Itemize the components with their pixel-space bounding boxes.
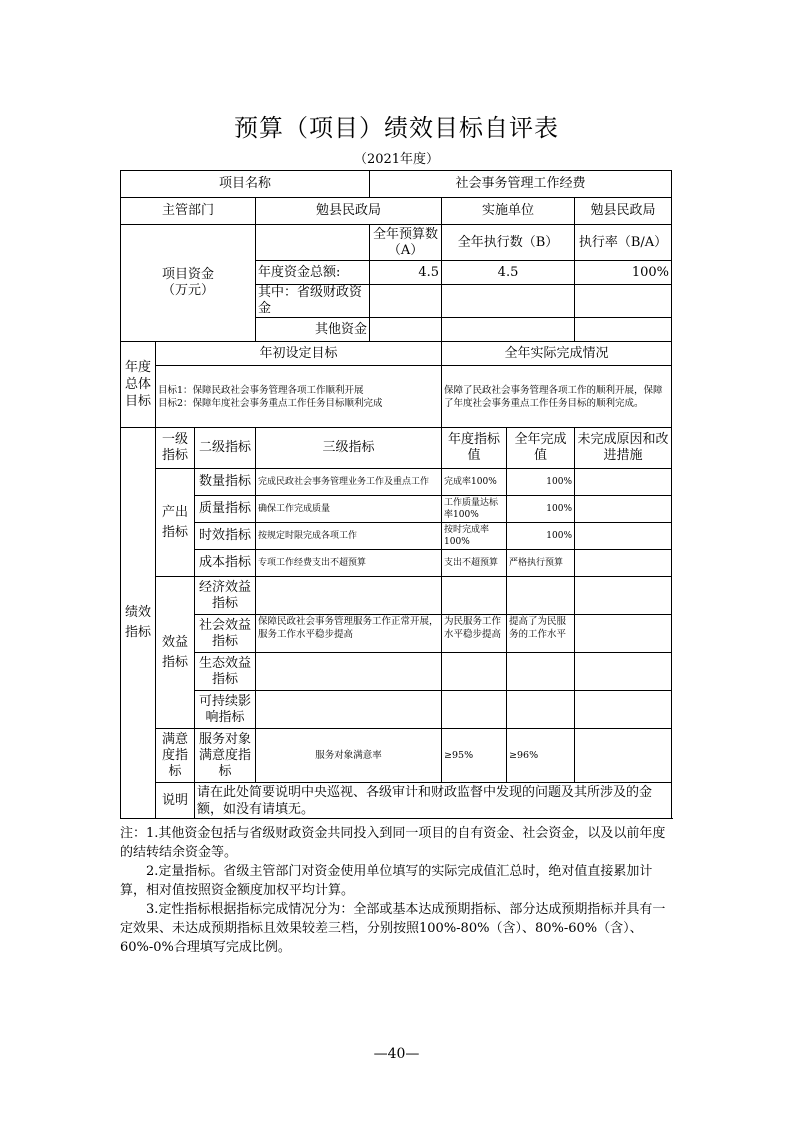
output-name: 时效指标 — [195, 523, 256, 550]
col-rate-header: 执行率（B/A） — [575, 225, 672, 261]
benefit-target: 为民服务工作水平稳步提高 — [442, 615, 507, 653]
col-budget-header: 全年预算数（A） — [370, 225, 442, 261]
satisfaction-name: 服务对象满意度指标 — [195, 729, 256, 783]
output-target: 工作质量达标率100% — [442, 496, 507, 523]
initial-target-text: 目标1：保障民政社会事务管理各项工作顺利开展 目标2：保障年度社会事务重点工作任务目标顺利完成 — [156, 366, 442, 428]
output-reason — [575, 469, 672, 496]
output-indicator-label: 产出指标 — [156, 469, 195, 577]
page-title: 预算（项目）绩效目标自评表 — [234, 114, 559, 142]
output-reason — [575, 550, 672, 577]
benefit-reason — [575, 653, 672, 691]
footnote: 注：1.其他资金包括与省级财政资金共同投入到同一项目的自有资金、社会资金，以及以前年度的结转结余资金等。 — [120, 826, 666, 860]
benefit-indicator-label: 效益指标 — [156, 577, 195, 729]
explain-text: 请在此处简要说明中央巡视、各级审计和财政监督中发现的问题及其所涉及的金额，如没有请填无。 — [195, 783, 672, 819]
col-exec-header: 全年执行数（B） — [442, 225, 575, 261]
perf-indicator-label: 绩效指标 — [121, 428, 156, 819]
department-label: 主管部门 — [121, 198, 256, 225]
output-reason — [575, 496, 672, 523]
benefit-reason — [575, 577, 672, 615]
output-actual: 100% — [507, 469, 575, 496]
benefit-level3: 保障民政社会事务管理服务工作正常开展，服务工作水平稳步提高 — [256, 615, 442, 653]
row-total-label: 年度资金总额: — [256, 261, 370, 285]
benefit-target — [442, 653, 507, 691]
funds-header-blank — [256, 225, 370, 261]
other-rate-value — [575, 318, 672, 342]
satisfaction-target: ≥95% — [442, 729, 507, 783]
total-budget-value: 4.5 — [370, 261, 442, 285]
footnote: 2.定量指标。省级主管部门对资金使用单位填写的实际完成值汇总时，绝对值直接累加计算，相对值按照资金额度加权平均计算。 — [120, 864, 653, 898]
actual-value-header: 全年完成值 — [507, 428, 575, 469]
reason-header: 未完成原因和改进措施 — [575, 428, 672, 469]
total-rate-value: 100% — [575, 261, 672, 285]
project-name-value: 社会事务管理工作经费 — [370, 171, 672, 198]
footnote: 3.定性指标根据指标完成情况分为：全部或基本达成预期指标、部分达成预期指标并具有一定效果、未达成预期指标且效果较差三档，分别按照100%-80%（含）、80%-60%（含）、60%-0%合理填写完成比例。 — [120, 902, 666, 955]
total-exec-value: 4.5 — [442, 261, 575, 285]
benefit-name: 社会效益指标 — [195, 615, 256, 653]
benefit-reason — [575, 691, 672, 729]
output-target: 支出不超预算 — [442, 550, 507, 577]
provincial-rate-value — [575, 285, 672, 318]
row-other-label: 其他资金 — [256, 318, 370, 342]
annual-goal-label: 年度总体目标 — [121, 342, 156, 428]
project-name-label: 项目名称 — [121, 171, 370, 198]
initial-target-header: 年初设定目标 — [156, 342, 442, 366]
level3-header: 三级指标 — [256, 428, 442, 469]
provincial-budget-value — [370, 285, 442, 318]
output-name: 数量指标 — [195, 469, 256, 496]
benefit-actual — [507, 653, 575, 691]
footnotes — [120, 824, 676, 957]
other-budget-value — [370, 318, 442, 342]
benefit-name: 可持续影响指标 — [195, 691, 256, 729]
benefit-actual: 提高了为民服务的工作水平 — [507, 615, 575, 653]
output-level3: 完成民政社会事务管理业务工作及重点工作 — [256, 469, 442, 496]
self-evaluation-table — [120, 170, 672, 819]
benefit-name: 经济效益指标 — [195, 577, 256, 615]
benefit-actual — [507, 691, 575, 729]
output-level3: 按规定时限完成各项工作 — [256, 523, 442, 550]
satisfaction-indicator-label: 满意度指标 — [156, 729, 195, 783]
output-level3: 确保工作完成质量 — [256, 496, 442, 523]
output-actual: 严格执行预算 — [507, 550, 575, 577]
page-number: —40— — [373, 1046, 420, 1062]
output-name: 质量指标 — [195, 496, 256, 523]
benefit-target — [442, 691, 507, 729]
report-year: （2021年度） — [353, 152, 440, 167]
impl-unit-value: 勉县民政局 — [575, 198, 672, 225]
benefit-target — [442, 577, 507, 615]
actual-completion-header: 全年实际完成情况 — [442, 342, 672, 366]
satisfaction-level3: 服务对象满意率 — [256, 729, 442, 783]
satisfaction-reason — [575, 729, 672, 783]
benefit-actual — [507, 577, 575, 615]
satisfaction-actual: ≥96% — [507, 729, 575, 783]
other-exec-value — [442, 318, 575, 342]
output-actual: 100% — [507, 496, 575, 523]
output-reason — [575, 523, 672, 550]
row-provincial-label: 其中：省级财政资金 — [256, 285, 370, 318]
provincial-exec-value — [442, 285, 575, 318]
output-level3: 专项工作经费支出不超预算 — [256, 550, 442, 577]
output-target: 完成率100% — [442, 469, 507, 496]
benefit-level3 — [256, 653, 442, 691]
benefit-level3 — [256, 691, 442, 729]
level1-header: 一级指标 — [156, 428, 195, 469]
impl-unit-label: 实施单位 — [442, 198, 575, 225]
project-funds-label: 项目资金 （万元） — [121, 225, 256, 342]
department-value: 勉县民政局 — [256, 198, 442, 225]
explain-label: 说明 — [156, 783, 195, 819]
output-target: 按时完成率100% — [442, 523, 507, 550]
benefit-reason — [575, 615, 672, 653]
annual-value-header: 年度指标值 — [442, 428, 507, 469]
actual-completion-text: 保障了民政社会事务管理各项工作的顺利开展，保障了年度社会事务重点工作任务目标的顺利完成。 — [442, 366, 672, 428]
benefit-level3 — [256, 577, 442, 615]
level2-header: 二级指标 — [195, 428, 256, 469]
output-actual: 100% — [507, 523, 575, 550]
benefit-name: 生态效益指标 — [195, 653, 256, 691]
output-name: 成本指标 — [195, 550, 256, 577]
